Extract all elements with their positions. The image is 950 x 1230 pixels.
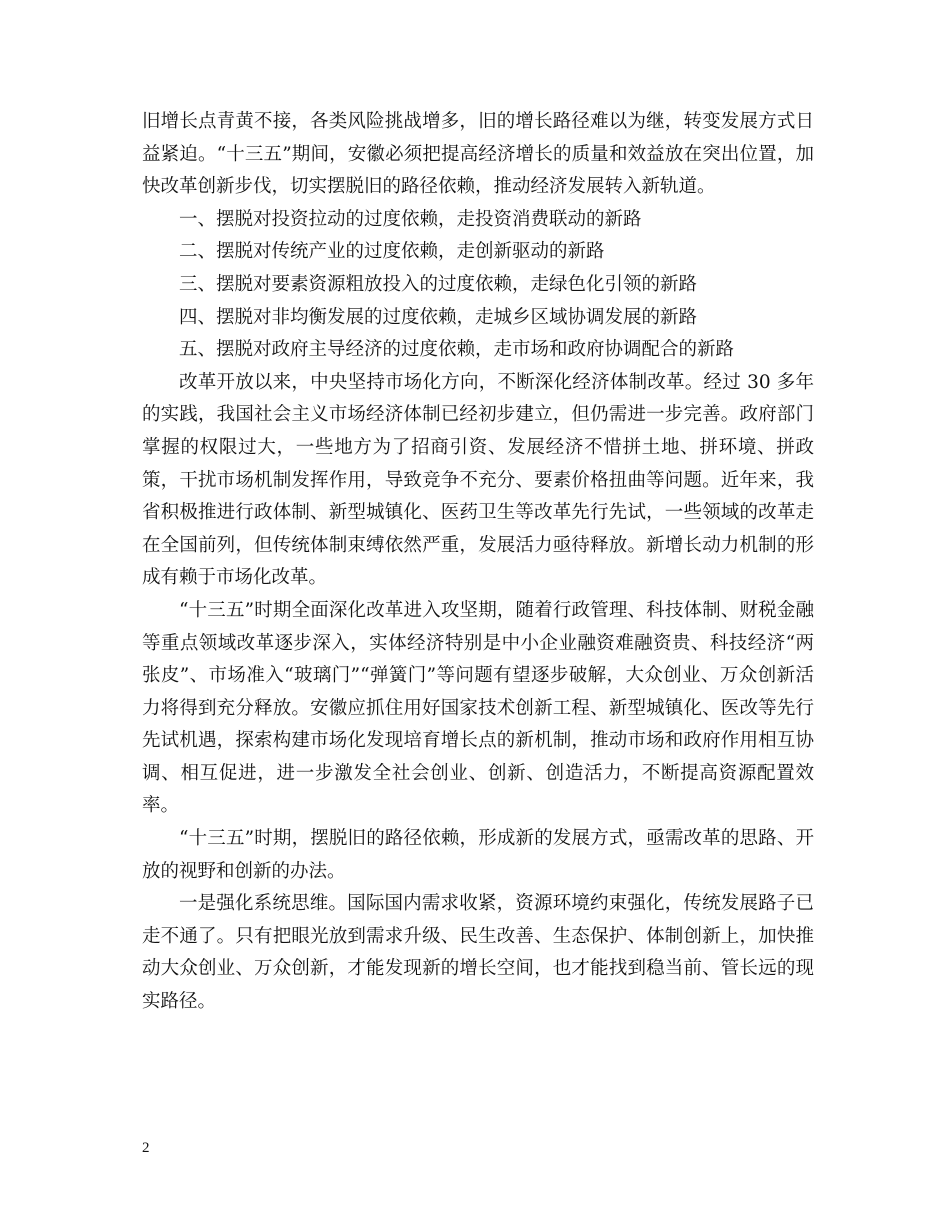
page-number: 2 — [142, 1140, 150, 1156]
list-item-heading: 四、摆脱对非均衡发展的过度依赖，走城乡区域协调发展的新路 — [179, 306, 698, 328]
list-item-heading: 三、摆脱对要素资源粗放投入的过度依赖，走绿色化引领的新路 — [179, 273, 698, 295]
body-paragraph: “十三五”时期，摆脱旧的路径依赖，形成新的发展方式，亟需改革的思路、开放的视野和创新的办法。 — [142, 828, 814, 882]
document-body — [142, 106, 814, 1019]
body-paragraph: 旧增长点青黄不接，各类风险挑战增多，旧的增长路径难以为继，转变发展方式日益紧迫。“十三五”期间，安徽必须把提高经济增长的质量和效益放在突出位置，加快改革创新步伐，切实摆脱旧的路径依赖，推动经济发展转入新轨道。 — [142, 111, 814, 198]
list-item-heading: 五、摆脱对政府主导经济的过度依赖，走市场和政府协调配合的新路 — [179, 339, 735, 361]
body-paragraph: 一是强化系统思维。国际国内需求收紧，资源环境约束强化，传统发展路子已走不通了。只有把眼光放到需求升级、民生改善、生态保护、体制创新上，加快推动大众创业、万众创新，才能发现新的增长空间，也才能找到稳当前、管长远的现实路径。 — [142, 893, 814, 1013]
body-paragraph: 改革开放以来，中央坚持市场化方向，不断深化经济体制改革。经过 30 多年的实践，我国社会主义市场经济体制已经初步建立，但仍需进一步完善。政府部门掌握的权限过大，一些地方为了招商引资、发展经济不惜拼土地、拼环境、拼政策，干扰市场机制发挥作用，导致竞争不充分、要素价格扭曲等问题。近年来，我省积极推进行政体制、新型城镇化、医药卫生等改革先行先试，一些领域的改革走在全国前列，但传统体制束缚依然严重，发展活力亟待释放。新增长动力机制的形成有赖于市场化改革。 — [142, 371, 814, 589]
body-paragraph: “十三五”时期全面深化改革进入攻坚期，随着行政管理、科技体制、财税金融等重点领域改革逐步深入，实体经济特别是中小企业融资难融资贵、科技经济“两张皮”、市场准入“玻璃门”“弹簧门”等问题有望逐步破解，大众创业、万众创新活力将得到充分释放。安徽应抓住用好国家技术创新工程、新型城镇化、医改等先行先试机遇，探索构建市场化发现培育增长点的新机制，推动市场和政府作用相互协调、相互促进，进一步激发全社会创业、创新、创造活力，不断提高资源配置效率。 — [142, 599, 814, 817]
list-item-heading: 一、摆脱对投资拉动的过度依赖，走投资消费联动的新路 — [179, 208, 642, 230]
list-item-heading: 二、摆脱对传统产业的过度依赖，走创新驱动的新路 — [179, 241, 605, 263]
